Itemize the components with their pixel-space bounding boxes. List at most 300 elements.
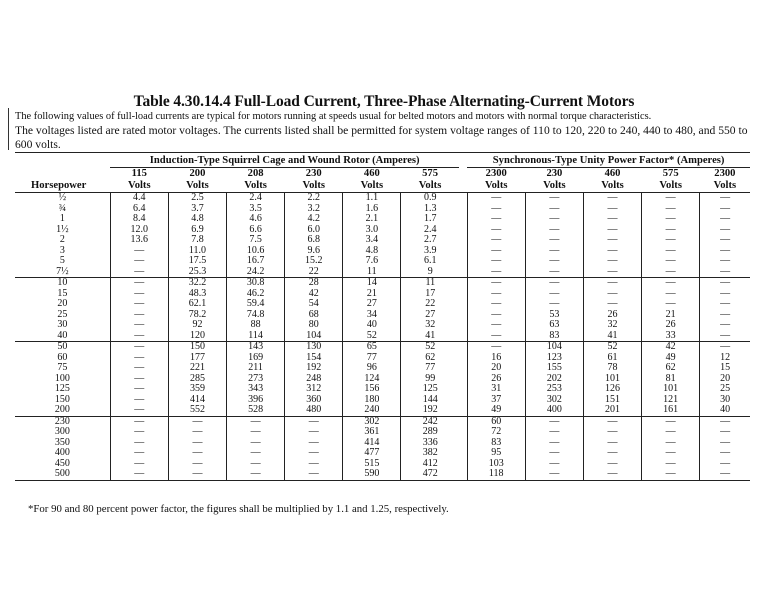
horsepower-cell: 3 [59,245,65,256]
current-cell: 6.4 [110,204,168,215]
current-cell: 49 [642,353,700,364]
current-cell: — [110,299,168,310]
current-cell: — [467,289,525,300]
current-cell: 95 [467,448,525,459]
table-row [15,320,750,331]
current-cell: 150 [168,342,226,353]
current-cell: — [467,342,525,353]
current-cell: — [168,469,226,480]
current-cell: 155 [525,363,583,374]
horsepower-cell: 7½ [56,266,69,277]
horsepower-cell: 30 [57,320,68,330]
current-cell: — [583,416,641,427]
current-cell: 52 [583,342,641,353]
current-cell: 253 [525,384,583,395]
current-cell: 11 [343,267,401,278]
current-cell: 10.6 [227,246,285,257]
current-cell: — [642,204,700,215]
current-cell: — [525,459,583,470]
volts-label: Volts [343,180,401,193]
current-cell: — [583,289,641,300]
current-cell: 154 [285,353,343,364]
current-cell: — [285,448,343,459]
table-row [15,299,750,310]
current-cell: — [110,353,168,364]
current-cell: 74.8 [227,310,285,321]
current-cell: — [642,416,700,427]
current-cell: 202 [525,374,583,385]
current-cell: — [110,459,168,470]
header-gap [459,154,467,168]
current-cell: — [700,427,750,438]
column-gap [459,278,467,289]
voltage-header: 230 [305,168,322,179]
table-row [15,405,750,416]
current-cell: 359 [168,384,226,395]
current-cell: 92 [168,320,226,331]
current-cell: 242 [401,416,459,427]
current-cell: 65 [343,342,401,353]
column-gap [459,267,467,278]
current-cell: 103 [467,459,525,470]
current-cell: — [467,267,525,278]
current-cell: 42 [642,342,700,353]
current-cell: 0.9 [401,193,459,204]
horsepower-cell: 150 [54,394,70,405]
change-bar [8,108,9,150]
voltage-header: 2300 [714,168,736,179]
current-cell: 590 [343,469,401,480]
current-cell: 63 [525,320,583,331]
current-cell: — [285,469,343,480]
current-cell: 21 [642,310,700,321]
current-cell: 104 [285,331,343,342]
column-gap [459,256,467,267]
current-cell: 96 [343,363,401,374]
current-cell: — [110,363,168,374]
current-cell: — [227,459,285,470]
horsepower-cell: 20 [57,299,68,309]
current-cell: — [583,299,641,310]
current-cell: 24.2 [227,267,285,278]
current-cell: 27 [343,299,401,310]
current-cell: — [583,246,641,257]
horsepower-cell: 10 [15,278,110,289]
table-row [15,438,750,449]
current-cell: 101 [583,374,641,385]
column-gap [459,331,467,342]
horsepower-cell: 200 [54,405,70,415]
current-cell: — [168,438,226,449]
current-cell: — [467,310,525,321]
current-cell: 4.2 [285,214,343,225]
current-cell: 72 [467,427,525,438]
horsepower-cell: 400 [54,448,70,458]
table-row [15,256,750,267]
horsepower-cell: 5 [59,256,65,266]
current-cell: 3.2 [285,204,343,215]
current-cell: 83 [467,438,525,449]
current-cell: 3.0 [343,225,401,236]
current-cell: 60 [467,416,525,427]
horsepower-cell: 230 [15,416,110,427]
current-cell: 2.1 [343,214,401,225]
current-cell: — [583,448,641,459]
current-cell: — [227,438,285,449]
column-gap [459,214,467,225]
current-cell: 143 [227,342,285,353]
current-cell: 289 [401,427,459,438]
table-row [15,416,750,427]
current-cell: 20 [467,363,525,374]
current-cell: 9 [401,267,459,278]
current-cell: — [110,320,168,331]
current-cell: — [525,204,583,215]
full-load-current-table [15,154,750,481]
column-gap [459,384,467,395]
current-cell: — [467,320,525,331]
current-cell: 81 [642,374,700,385]
column-gap [459,459,467,470]
current-cell: 21 [343,289,401,300]
column-gap [459,204,467,215]
column-gap [459,320,467,331]
current-cell: 54 [285,299,343,310]
column-gap [459,416,467,427]
voltage-header: 575 [662,168,679,179]
current-cell: 4.6 [227,214,285,225]
horsepower-cell: 25 [57,309,68,320]
current-cell: 221 [168,363,226,374]
column-gap [459,299,467,310]
current-cell: 30.8 [227,278,285,289]
current-cell: 78 [583,363,641,374]
current-cell: 26 [467,374,525,385]
current-cell: 26 [642,320,700,331]
current-cell: 11.0 [168,246,226,257]
current-cell: — [642,193,700,204]
current-cell: — [583,438,641,449]
current-cell: 30 [700,395,750,406]
current-cell: — [525,448,583,459]
header-voltage-row [15,168,750,181]
current-cell: — [285,427,343,438]
current-cell: 12 [700,353,750,364]
current-cell: — [642,278,700,289]
current-cell: 302 [343,416,401,427]
current-cell: 4.8 [343,246,401,257]
horsepower-cell: 50 [15,342,110,353]
current-cell: — [110,405,168,416]
voltage-header: 208 [247,168,264,179]
current-cell: 6.9 [168,225,226,236]
volts-label: Volts [467,180,525,193]
current-cell: 396 [227,395,285,406]
intro-paragraph-2: The voltages listed are rated motor voltages. The currents listed shall be permitted for system voltage ranges of 110 to 120, 220 to 240, 440 to 480, and 550 to 600 volts. [15,124,748,151]
current-cell: — [110,267,168,278]
current-cell: — [642,299,700,310]
current-cell: 27 [401,310,459,321]
current-cell: — [110,469,168,480]
current-cell: 412 [401,459,459,470]
voltage-header: 460 [363,168,380,179]
table-row [15,214,750,225]
current-cell: 240 [343,405,401,416]
current-cell: 177 [168,353,226,364]
current-cell: 2.7 [401,235,459,246]
current-cell: 13.6 [110,235,168,246]
current-cell: — [525,438,583,449]
current-cell: — [525,246,583,257]
horsepower-cell: 15 [57,288,68,299]
horsepower-cell: 350 [54,437,70,448]
current-cell: 151 [583,395,641,406]
table-row [15,331,750,342]
column-gap [459,310,467,321]
current-cell: 121 [642,395,700,406]
current-cell: 25.3 [168,267,226,278]
horsepower-cell: 450 [54,458,70,469]
current-cell: — [583,225,641,236]
voltage-header: 115 [131,168,147,179]
table-row [15,342,750,353]
current-cell: 480 [285,405,343,416]
voltage-header: 460 [604,168,621,179]
current-cell: — [525,427,583,438]
current-cell: — [583,204,641,215]
current-cell: — [525,469,583,480]
column-gap [459,374,467,385]
current-cell: 11 [401,278,459,289]
current-cell: 3.4 [343,235,401,246]
current-cell: 62 [401,353,459,364]
current-cell: 48.3 [168,289,226,300]
current-cell: 42 [285,289,343,300]
current-cell: 15.2 [285,256,343,267]
volts-label: Volts [583,180,641,193]
current-cell: — [285,459,343,470]
current-cell: — [583,267,641,278]
horsepower-header: Horsepower [15,180,110,193]
current-cell: 1.1 [343,193,401,204]
current-cell: 360 [285,395,343,406]
current-cell: 41 [401,331,459,342]
current-cell: 144 [401,395,459,406]
current-cell: — [467,246,525,257]
current-cell: 477 [343,448,401,459]
current-cell: 312 [285,384,343,395]
current-cell: — [467,278,525,289]
current-cell: 2.4 [227,193,285,204]
column-gap [459,363,467,374]
column-gap [459,438,467,449]
volts-label: Volts [401,180,459,193]
current-cell: — [467,235,525,246]
current-cell: 61 [583,353,641,364]
current-cell: 515 [343,459,401,470]
current-cell: — [583,214,641,225]
current-cell: 1.7 [401,214,459,225]
current-cell: 124 [343,374,401,385]
current-cell: — [583,469,641,480]
current-cell: — [110,395,168,406]
current-cell: 273 [227,374,285,385]
current-cell: 40 [343,320,401,331]
current-cell: — [525,289,583,300]
current-cell: — [525,256,583,267]
column-gap [459,427,467,438]
table-row [15,204,750,215]
current-cell: 4.4 [110,193,168,204]
current-cell: 2.4 [401,225,459,236]
table-row [15,448,750,459]
current-cell: 8.4 [110,214,168,225]
current-cell: 552 [168,405,226,416]
volts-label: Volts [642,180,700,193]
current-cell: 2.5 [168,193,226,204]
current-cell: 33 [642,331,700,342]
current-cell: 17.5 [168,256,226,267]
current-cell: — [700,267,750,278]
current-cell: — [700,225,750,236]
current-cell: 125 [401,384,459,395]
current-cell: — [467,299,525,310]
current-cell: 9.6 [285,246,343,257]
current-cell: 17 [401,289,459,300]
current-cell: 2.2 [285,193,343,204]
volts-label: Volts [168,180,226,193]
table-row [15,395,750,406]
current-cell: 28 [285,278,343,289]
current-cell: — [700,459,750,470]
current-cell: — [642,448,700,459]
current-cell: 16 [467,353,525,364]
current-cell: — [168,459,226,470]
current-cell: 414 [343,438,401,449]
current-cell: — [467,331,525,342]
horsepower-cell: 75 [57,363,68,373]
current-cell: 156 [343,384,401,395]
current-cell: — [110,427,168,438]
current-cell: 120 [168,331,226,342]
current-cell: — [110,256,168,267]
current-cell: 3.7 [168,204,226,215]
current-cell: 192 [285,363,343,374]
current-cell: — [583,193,641,204]
current-cell: — [700,299,750,310]
header-gap [459,168,467,181]
current-cell: 192 [401,405,459,416]
table-row [15,353,750,364]
horsepower-cell: 60 [57,352,68,363]
header-gap [459,180,467,193]
column-gap [459,289,467,300]
current-cell: — [642,256,700,267]
current-cell: — [110,278,168,289]
current-cell: — [168,427,226,438]
table-row [15,289,750,300]
current-cell: — [700,246,750,257]
current-cell: — [700,204,750,215]
current-cell: 40 [700,405,750,416]
table-row [15,469,750,480]
header-group-row [15,154,750,168]
current-cell: — [583,278,641,289]
horsepower-cell: 40 [57,330,68,341]
column-gap [459,193,467,204]
current-cell: — [583,256,641,267]
current-cell: — [525,278,583,289]
horsepower-cell: 100 [54,373,70,384]
current-cell: 78.2 [168,310,226,321]
current-cell: — [700,331,750,342]
current-cell: — [642,289,700,300]
current-cell: 248 [285,374,343,385]
current-cell: 123 [525,353,583,364]
current-cell: 68 [285,310,343,321]
current-cell: — [700,289,750,300]
current-cell: — [467,256,525,267]
current-cell: 83 [525,331,583,342]
current-cell: — [642,469,700,480]
current-cell: 37 [467,395,525,406]
current-cell: — [700,448,750,459]
current-cell: 285 [168,374,226,385]
current-cell: 62.1 [168,299,226,310]
voltage-header: 230 [546,168,563,179]
volts-label: Volts [700,180,750,193]
table-row [15,193,750,204]
current-cell: — [525,225,583,236]
current-cell: 32 [583,320,641,331]
current-cell: — [700,320,750,331]
horsepower-cell: 500 [15,469,110,480]
horsepower-cell: ½ [58,192,67,203]
table-body [15,193,750,481]
current-cell: 361 [343,427,401,438]
current-cell: — [525,299,583,310]
current-cell: 1.3 [401,204,459,215]
current-cell: 130 [285,342,343,353]
current-cell: 14 [343,278,401,289]
current-cell: 7.6 [343,256,401,267]
current-cell: — [467,225,525,236]
current-cell: 88 [227,320,285,331]
volts-label: Volts [110,180,168,193]
current-cell: — [700,416,750,427]
table-row [15,235,750,246]
current-cell: — [583,427,641,438]
current-cell: — [642,267,700,278]
table-row [15,384,750,395]
table-row [15,246,750,257]
footnote: *For 90 and 80 percent power factor, the figures shall be multiplied by 1.1 and 1.25, respectively. [28,503,449,515]
current-cell: 414 [168,395,226,406]
column-gap [459,225,467,236]
column-gap [459,395,467,406]
current-cell: 32.2 [168,278,226,289]
current-cell: — [285,438,343,449]
table-row [15,310,750,321]
current-cell: — [700,469,750,480]
current-cell: 52 [401,342,459,353]
column-gap [459,469,467,480]
current-cell: 99 [401,374,459,385]
current-cell: 1.6 [343,204,401,215]
current-cell: — [467,204,525,215]
current-cell: — [110,374,168,385]
current-cell: — [583,459,641,470]
